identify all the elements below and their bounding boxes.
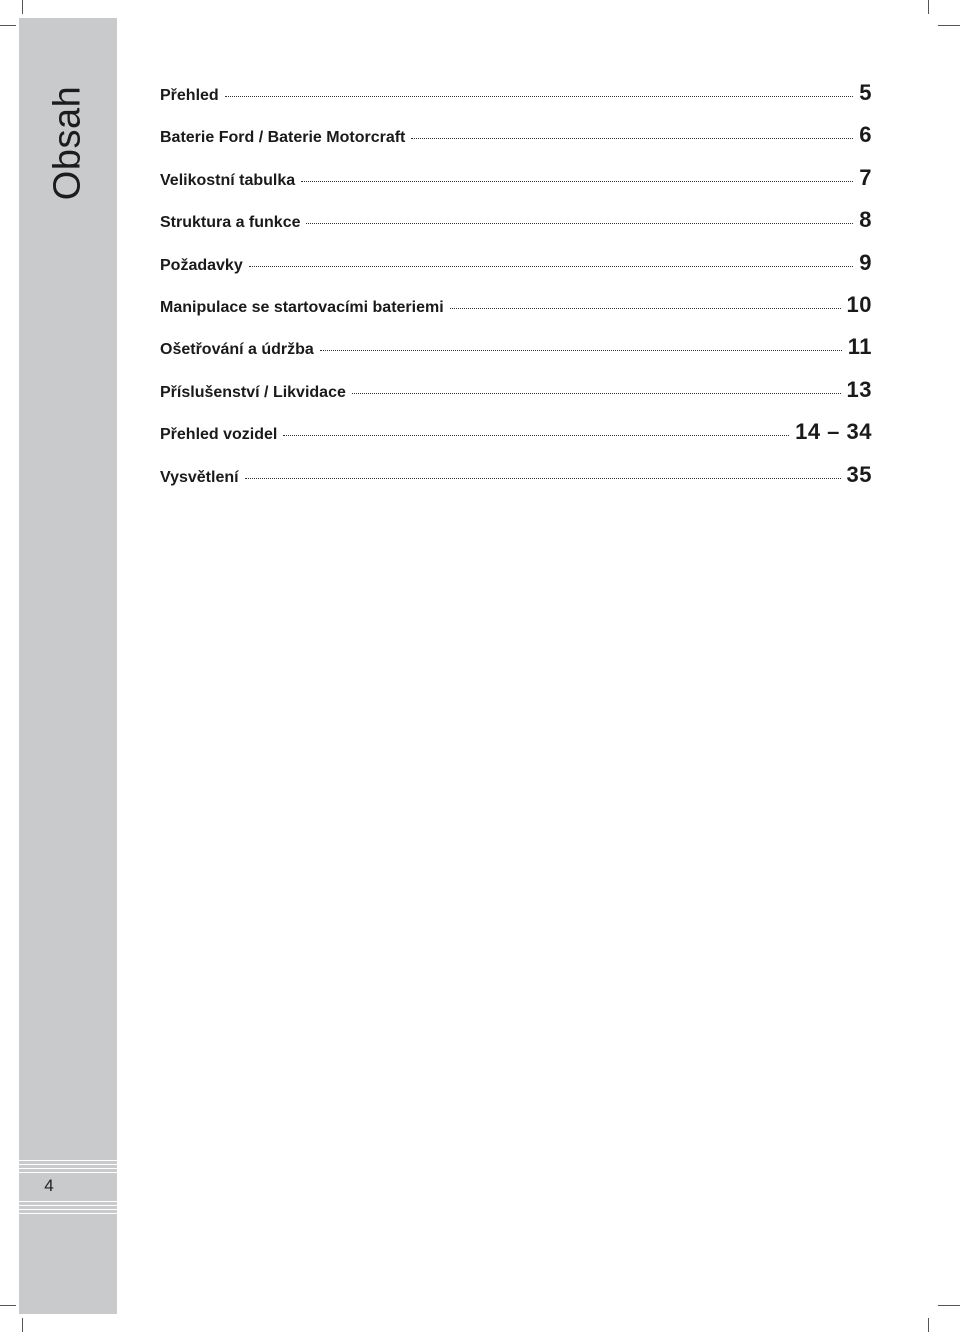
dot-leader [225, 95, 854, 97]
toc-entry[interactable] [160, 80, 872, 122]
toc-entry-label: Vysvětlení [160, 468, 239, 486]
crop-mark [22, 1318, 23, 1332]
dot-leader [450, 307, 841, 309]
crop-mark [0, 1305, 16, 1306]
dot-leader [283, 434, 789, 436]
dot-leader [352, 392, 841, 394]
toc-entry-page: 10 [846, 291, 872, 317]
decorative-stripes-top [19, 1160, 117, 1176]
toc-entry-page: 14 – 34 [795, 419, 872, 445]
crop-mark [938, 1305, 960, 1306]
crop-mark [928, 0, 929, 14]
dot-leader [320, 349, 842, 351]
toc-entry-label: Ošetřování a údržba [160, 341, 314, 359]
decorative-stripes-bottom [19, 1201, 117, 1217]
toc-entry[interactable] [160, 377, 872, 419]
toc-entry[interactable] [160, 250, 872, 292]
toc-entry-label: Přehled vozidel [160, 426, 278, 444]
toc-entry[interactable] [160, 419, 872, 461]
table-of-contents [160, 80, 872, 504]
toc-entry-label: Struktura a funkce [160, 214, 301, 232]
page-number: 4 [44, 1176, 54, 1195]
toc-entry-page: 9 [859, 249, 872, 275]
toc-entry-page: 35 [846, 461, 872, 487]
toc-entry-page: 7 [859, 164, 872, 190]
dot-leader [306, 222, 853, 224]
section-title: Obsah [46, 85, 89, 201]
toc-entry-page: 13 [846, 376, 872, 402]
toc-entry-label: Baterie Ford / Baterie Motorcraft [160, 129, 406, 147]
dot-leader [249, 265, 854, 267]
crop-mark [22, 0, 23, 14]
toc-entry[interactable] [160, 122, 872, 164]
toc-entry-page: 8 [859, 207, 872, 233]
dot-leader [245, 477, 841, 479]
sidebar [19, 18, 117, 1314]
toc-entry[interactable] [160, 207, 872, 249]
toc-entry[interactable] [160, 292, 872, 334]
dot-leader [301, 180, 853, 182]
crop-mark [938, 25, 960, 26]
toc-entry-label: Manipulace se startovacími bateriemi [160, 298, 444, 316]
toc-entry[interactable] [160, 334, 872, 376]
toc-entry-label: Velikostní tabulka [160, 171, 296, 189]
dot-leader [411, 137, 853, 139]
crop-mark [0, 25, 16, 26]
toc-entry-page: 6 [859, 122, 872, 148]
toc-entry-label: Příslušenství / Likvidace [160, 383, 346, 401]
toc-entry-label: Požadavky [160, 256, 243, 274]
toc-entry[interactable] [160, 165, 872, 207]
crop-mark [928, 1318, 929, 1332]
toc-entry-page: 11 [847, 334, 872, 360]
toc-entry[interactable] [160, 462, 872, 504]
toc-entry-label: Přehled [160, 87, 219, 104]
toc-entry-page: 5 [859, 80, 872, 105]
